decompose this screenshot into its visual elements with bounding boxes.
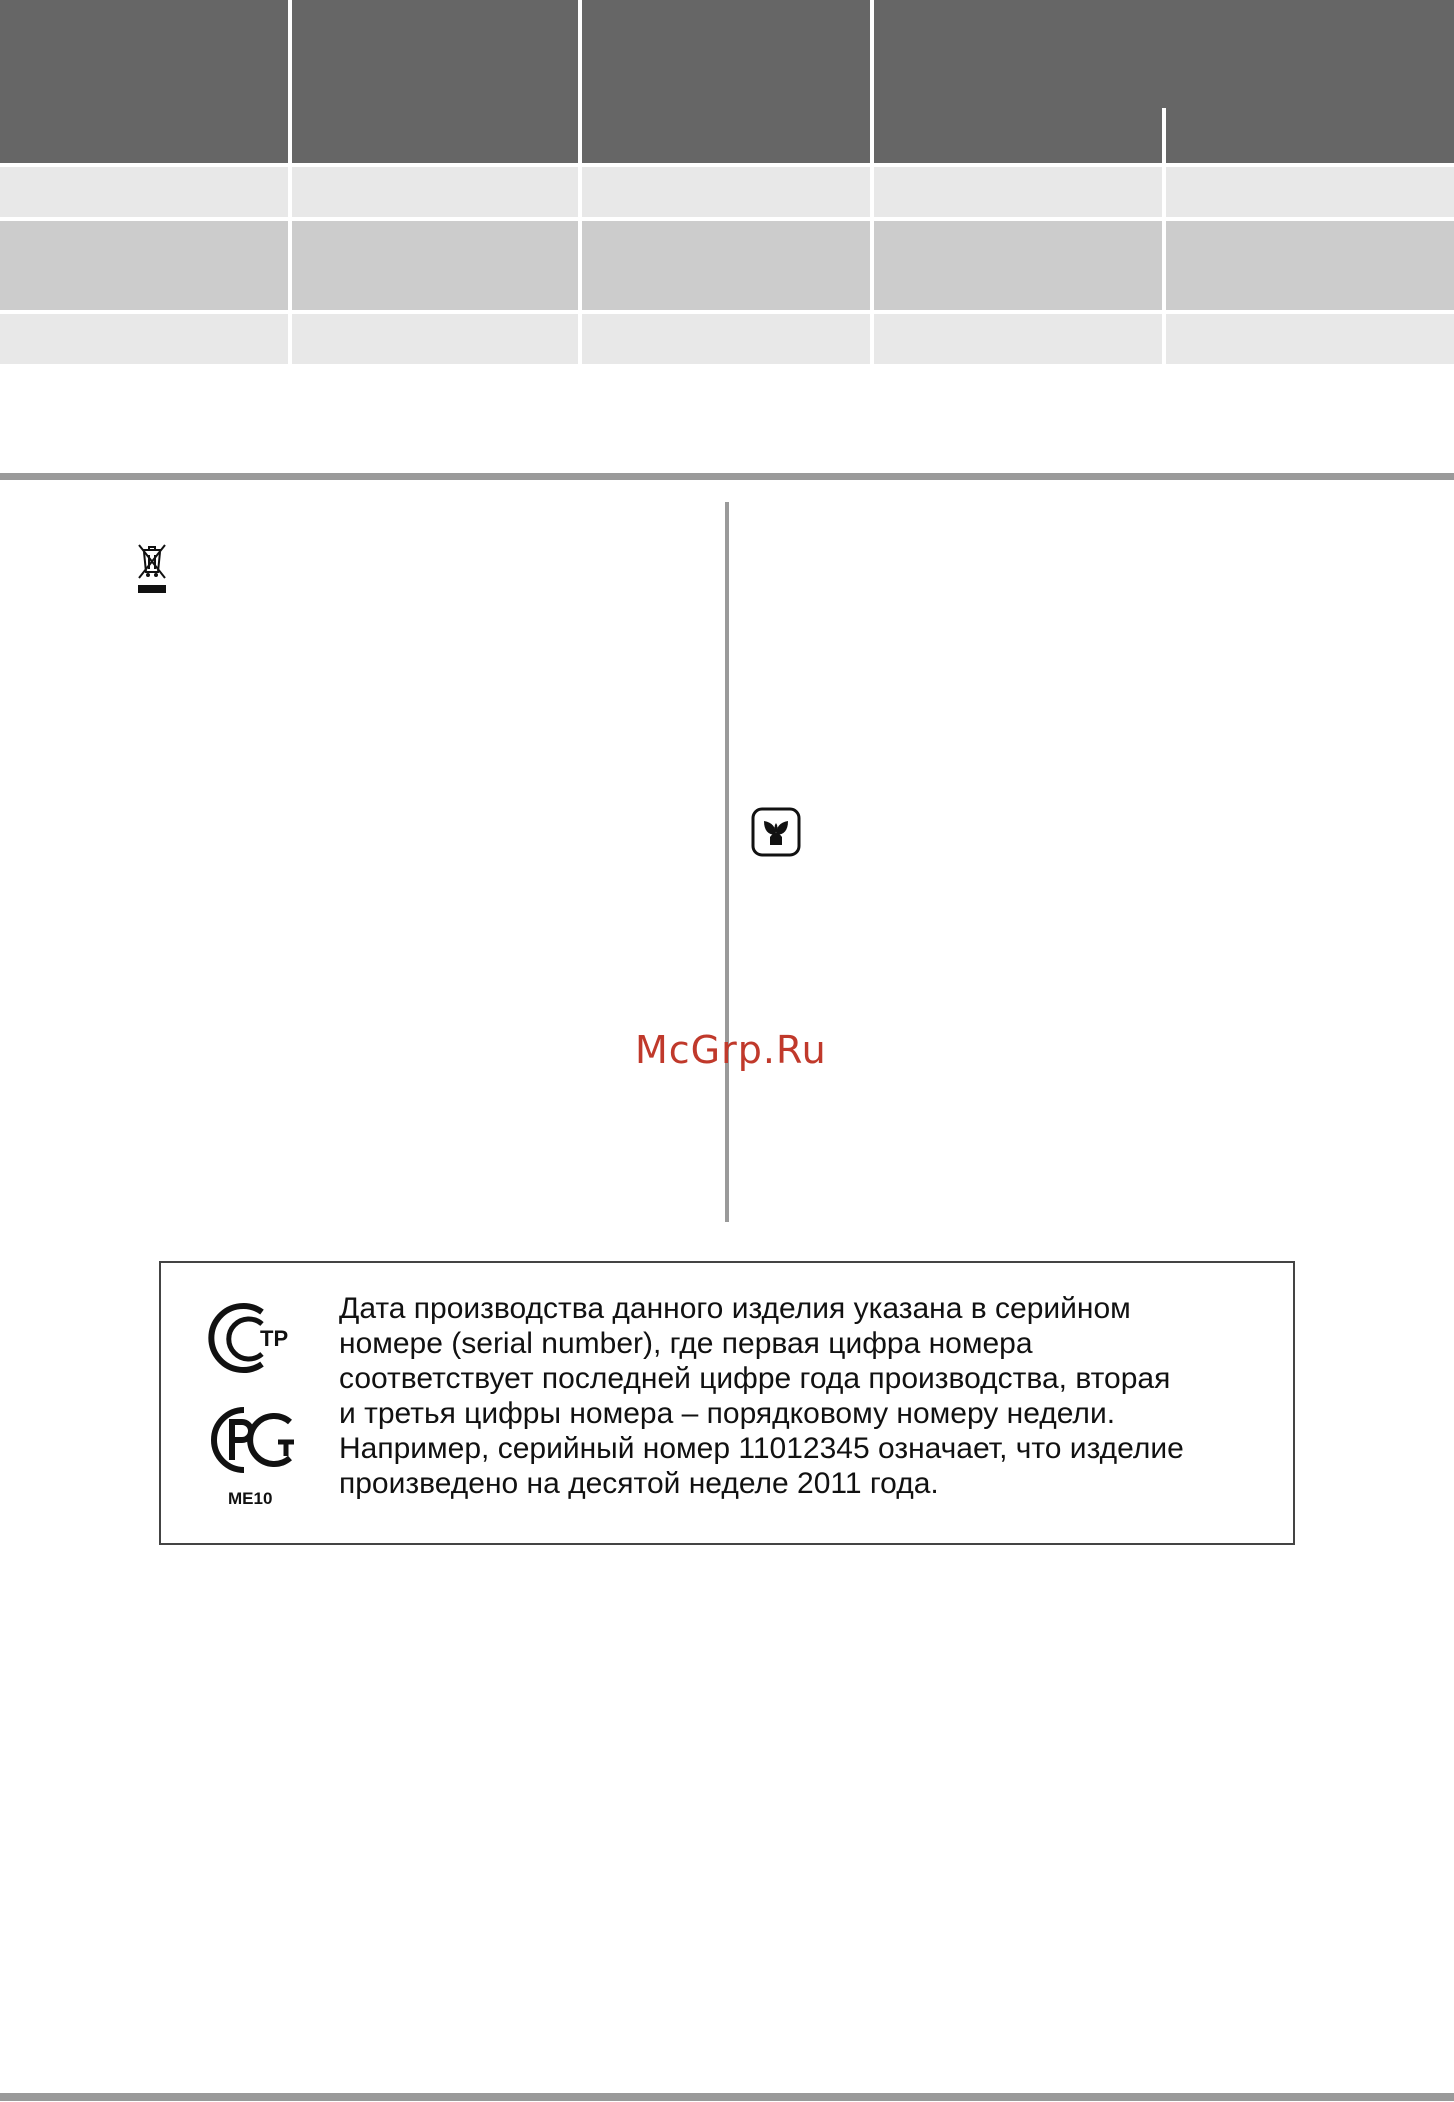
certification-code: ME10 xyxy=(228,1489,273,1508)
row-separator xyxy=(0,310,1454,314)
notice-line: произведено на десятой неделе 2011 года. xyxy=(339,1467,939,1500)
notice-line: соответствует последней цифре года производства, вторая xyxy=(339,1362,1171,1395)
table-header-row xyxy=(0,0,1454,163)
notice-line: и третья цифры номера – порядковому номеру недели. xyxy=(339,1397,1116,1430)
notice-line: Дата производства данного изделия указана в серийном xyxy=(339,1292,1131,1325)
notice-line: Например, серийный номер 11012345 означает, что изделие xyxy=(339,1432,1184,1465)
row-separator xyxy=(0,163,1454,167)
table-row xyxy=(0,314,1454,364)
pst-certification-icon xyxy=(204,1400,308,1480)
column-divider xyxy=(725,502,729,1222)
row-separator xyxy=(0,217,1454,221)
header-subdivider xyxy=(1162,108,1166,164)
notice-text xyxy=(339,1291,1279,1501)
svg-text:TP: TP xyxy=(260,1326,289,1351)
footer-rule xyxy=(0,2093,1454,2101)
production-date-notice xyxy=(159,1261,1295,1545)
crossed-out-wheeled-bin-icon xyxy=(134,540,170,596)
column-separator xyxy=(288,0,292,364)
watermark-text: McGrp.Ru xyxy=(635,1028,827,1072)
section-rule xyxy=(0,473,1454,480)
table-row xyxy=(0,167,1454,217)
table-row xyxy=(0,221,1454,310)
notice-line: номере (serial number), где первая цифра номера xyxy=(339,1327,1033,1360)
column-separator xyxy=(870,0,874,364)
column-separator xyxy=(1162,163,1166,364)
recycling-flower-icon xyxy=(751,807,801,857)
eac-tr-certification-icon xyxy=(204,1298,308,1378)
column-separator xyxy=(578,0,582,364)
